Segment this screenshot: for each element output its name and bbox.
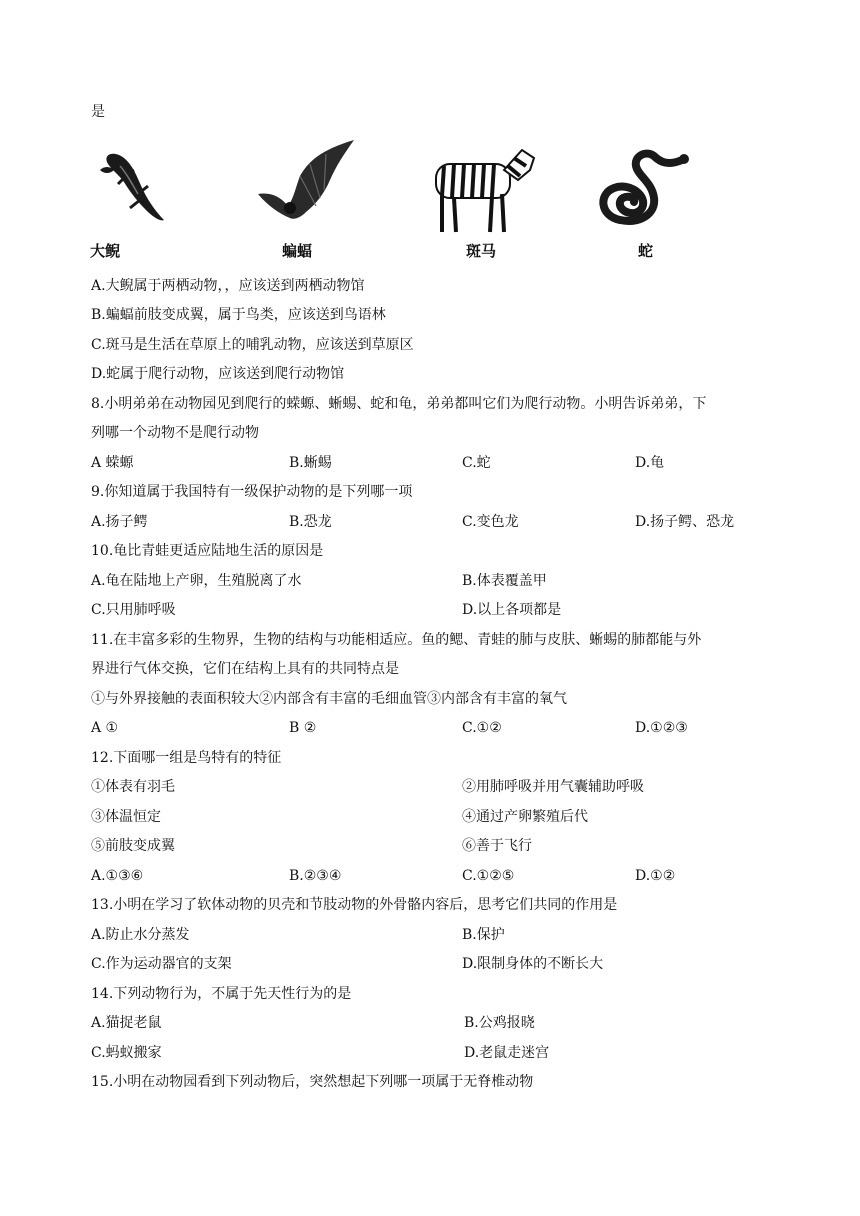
q7-option-a: A.大鲵属于两栖动物，，应该送到两栖动物馆 (91, 278, 365, 294)
q14-option-a: A.猫捉老鼠 (91, 1015, 162, 1031)
q8-stem-line-2: 列哪一个动物不是爬行动物 (91, 425, 259, 441)
caption-bat: 蝙蝠 (282, 242, 313, 260)
animal-figure (90, 136, 730, 268)
q13-option-c: C.作为运动器官的支架 (91, 956, 232, 972)
q13-option-d: D.限制身体的不断长大 (462, 956, 604, 972)
q14-option-b: B.公鸡报晓 (464, 1015, 535, 1031)
bat-image (250, 136, 360, 236)
q10-option-b: B.体表覆盖甲 (462, 573, 547, 589)
q10-option-c: C.只用肺呼吸 (91, 602, 176, 618)
q9-option-b: B.恐龙 (289, 514, 332, 530)
q11-stem-line-2: 界进行气体交换，它们在结构上具有的共同特点是 (91, 661, 399, 677)
q12-item-6: ⑥善于飞行 (462, 838, 532, 854)
q10-stem: 10.龟比青蛙更适应陆地生活的原因是 (91, 543, 324, 559)
q14-option-d: D.老鼠走迷宫 (464, 1045, 550, 1061)
zebra-image (426, 136, 546, 236)
q12-option-d: D.①② (635, 868, 676, 884)
q11-items: ①与外界接触的表面积较大②内部含有丰富的毛细血管③内部含有丰富的氧气 (91, 691, 567, 707)
q13-option-b: B.保护 (462, 927, 505, 943)
q7-option-c: C.斑马是生活在草原上的哺乳动物，应该送到草原区 (91, 337, 414, 353)
q12-item-2: ②用肺呼吸并用气囊辅助呼吸 (462, 779, 644, 795)
q12-option-b: B.②③④ (289, 868, 342, 884)
caption-snake: 蛇 (638, 242, 654, 260)
q8-option-c: C.蛇 (462, 455, 491, 471)
q7-option-b: B.蝙蝠前肢变成翼，属于鸟类，应该送到鸟语林 (91, 307, 386, 323)
q12-stem: 12.下面哪一组是鸟特有的特征 (91, 750, 282, 766)
q14-stem: 14.下列动物行为，不属于先天性行为的是 (91, 986, 352, 1002)
q11-option-b: B ② (289, 720, 317, 736)
q10-option-a: A.龟在陆地上产卵，生殖脱离了水 (91, 573, 302, 589)
q8-option-a: A 蝾螈 (91, 455, 134, 471)
q9-option-c: C.变色龙 (462, 514, 519, 530)
q12-item-5: ⑤前肢变成翼 (91, 838, 175, 854)
q11-option-a: A ① (91, 720, 119, 736)
snake-image (590, 136, 700, 236)
q10-option-d: D.以上各项都是 (462, 602, 562, 618)
q12-option-a: A.①③⑥ (91, 868, 144, 884)
q9-option-d: D.扬子鳄、恐龙 (635, 514, 735, 530)
q8-option-b: B.蜥蜴 (289, 455, 332, 471)
q8-stem-line-1: 8.小明弟弟在动物园见到爬行的蝾螈、蜥蜴、蛇和龟，弟弟都叫它们为爬行动物。小明告诉弟弟，下 (91, 396, 707, 412)
caption-giant-salamander: 大鲵 (90, 242, 121, 260)
q13-stem: 13.小明在学习了软体动物的贝壳和节肢动物的外骨骼内容后，思考它们共同的作用是 (91, 897, 618, 913)
q11-stem-line-1: 11.在丰富多彩的生物界，生物的结构与功能相适应。鱼的鳃、青蛙的肺与皮肤、蜥蜴的肺都能与外 (91, 632, 702, 648)
q14-option-c: C.蚂蚁搬家 (91, 1045, 162, 1061)
q9-option-a: A.扬子鳄 (91, 514, 148, 530)
q15-stem: 15.小明在动物园看到下列动物后，突然想起下列哪一项属于无脊椎动物 (91, 1074, 534, 1090)
q8-option-d: D.龟 (635, 455, 665, 471)
q9-stem: 9.你知道属于我国特有一级保护动物的是下列哪一项 (91, 484, 413, 500)
intro-text: 是 (91, 104, 105, 120)
q11-option-d: D.①②③ (635, 720, 688, 736)
q13-option-a: A.防止水分蒸发 (91, 927, 190, 943)
giant-salamander-image (94, 136, 174, 236)
q11-option-c: C.①② (462, 720, 502, 736)
q7-option-d: D.蛇属于爬行动物，应该送到爬行动物馆 (91, 366, 345, 382)
q12-item-3: ③体温恒定 (91, 809, 161, 825)
q12-option-c: C.①②⑤ (462, 868, 515, 884)
q12-item-4: ④通过产卵繁殖后代 (462, 809, 588, 825)
q12-item-1: ①体表有羽毛 (91, 779, 175, 795)
caption-zebra: 斑马 (466, 242, 497, 260)
